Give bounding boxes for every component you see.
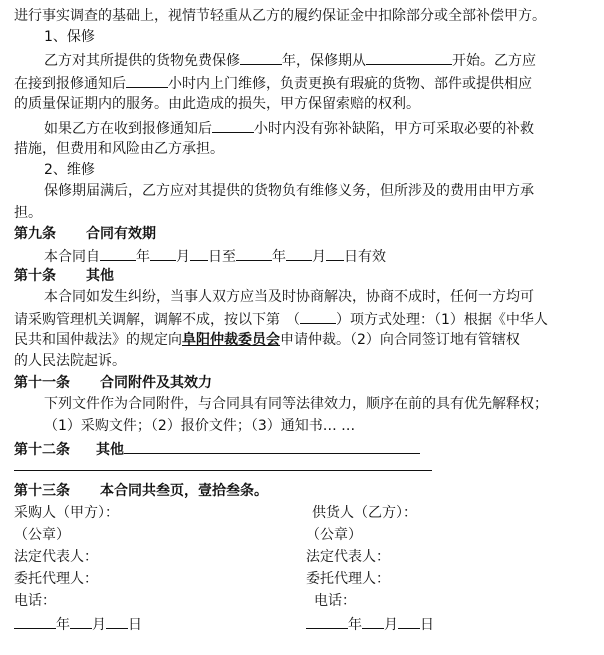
end-year-blank[interactable] [236, 245, 272, 261]
start-day-blank[interactable] [190, 245, 208, 261]
supplier-seal: （公章） [306, 527, 362, 543]
response-hours-blank[interactable] [126, 72, 168, 88]
repair-para-line2: 担。 [14, 205, 42, 221]
end-month-blank[interactable] [286, 245, 312, 261]
clause11-line2: （1）采购文件；（2）报价文件；（3）通知书… … [44, 418, 356, 434]
buyer-label: 采购人（甲方）： [14, 505, 119, 521]
supplier-legal-rep: 法定代表人： [306, 549, 390, 565]
supplier-date-year-blank[interactable] [306, 613, 348, 629]
clause12-blank-line2[interactable] [14, 470, 432, 471]
clause9-heading: 第九条 合同有效期 [14, 226, 156, 242]
supplier-date-month-blank[interactable] [362, 613, 384, 629]
clause12-blank-line1[interactable] [124, 438, 420, 454]
buyer-seal: （公章） [14, 527, 70, 543]
supplier-date-day-blank[interactable] [398, 613, 420, 629]
buyer-agent: 委托代理人： [14, 571, 98, 587]
warranty-years-blank[interactable] [240, 49, 282, 65]
warranty-start-blank[interactable] [366, 49, 452, 65]
dispute-option-blank[interactable] [300, 308, 336, 324]
supplier-phone: 电话： [314, 593, 356, 609]
clause12-heading: 第十二条 其他 [14, 438, 420, 458]
buyer-date-year-blank[interactable] [14, 613, 56, 629]
supplier-label: 供货人（乙方）： [312, 505, 417, 521]
buyer-date-day-blank[interactable] [106, 613, 128, 629]
start-month-blank[interactable] [150, 245, 176, 261]
start-year-blank[interactable] [100, 245, 136, 261]
clause10-line4: 的人民法院起诉。 [14, 353, 126, 369]
warranty-para2-line2: 措施，但费用和风险由乙方承担。 [14, 141, 224, 157]
clause9-text: 本合同自 年 月 日至 年 月 日有效 [44, 245, 386, 265]
clause10-line1: 本合同如发生纠纷，当事人双方应当及时协商解决，协商不成时，任何一方均可 [44, 289, 534, 305]
warranty-para1-line2: 在接到报修通知后 小时内上门维修，负责更换有瑕疵的货物、部件或提供相应 [14, 72, 532, 92]
repair-para-line1: 保修期届满后，乙方应对其提供的货物负有维修义务，但所涉及的费用由甲方承 [44, 183, 534, 199]
end-day-blank[interactable] [326, 245, 344, 261]
supplier-agent: 委托代理人： [306, 571, 390, 587]
clause11-line1: 下列文件作为合同附件，与合同具有同等法律效力，顺序在前的具有优先解释权； [44, 396, 548, 412]
buyer-date: 年 月 日 [14, 613, 142, 633]
arbitration-commission: 阜阳仲裁委员会 [182, 332, 280, 348]
clause10-heading: 第十条 其他 [14, 268, 114, 284]
repair-heading: 2、维修 [44, 162, 95, 178]
clause10-line2: 请采购管理机关调解，调解不成，按以下第 （ ）项方式处理：（1）根据《中华人 [14, 308, 548, 328]
buyer-legal-rep: 法定代表人： [14, 549, 98, 565]
warranty-heading: 1、保修 [44, 29, 95, 45]
clause8-line1: 进行事实调查的基础上，视情节轻重从乙方的履约保证金中扣除部分或全部补偿甲方。 [14, 8, 546, 24]
warranty-para2-line1: 如果乙方在收到报修通知后 小时内没有弥补缺陷，甲方可采取必要的补救 [44, 117, 534, 137]
clause13-heading: 第十三条 本合同共叁页，壹拾叁条。 [14, 483, 268, 499]
supplier-date: 年 月 日 [306, 613, 434, 633]
clause11-heading: 第十一条 合同附件及其效力 [14, 375, 212, 391]
clause10-line3: 民共和国仲裁法》的规定向阜阳仲裁委员会申请仲裁。（2）向合同签订地有管辖权 [14, 332, 520, 348]
remedy-hours-blank[interactable] [212, 117, 254, 133]
warranty-para1-line1: 乙方对其所提供的货物免费保修 年，保修期从 开始。乙方应 [44, 49, 536, 69]
warranty-para1-line3: 的质量保证期内的服务。由此造成的损失，甲方保留索赔的权利。 [14, 96, 420, 112]
buyer-date-month-blank[interactable] [70, 613, 92, 629]
buyer-phone: 电话： [14, 593, 56, 609]
